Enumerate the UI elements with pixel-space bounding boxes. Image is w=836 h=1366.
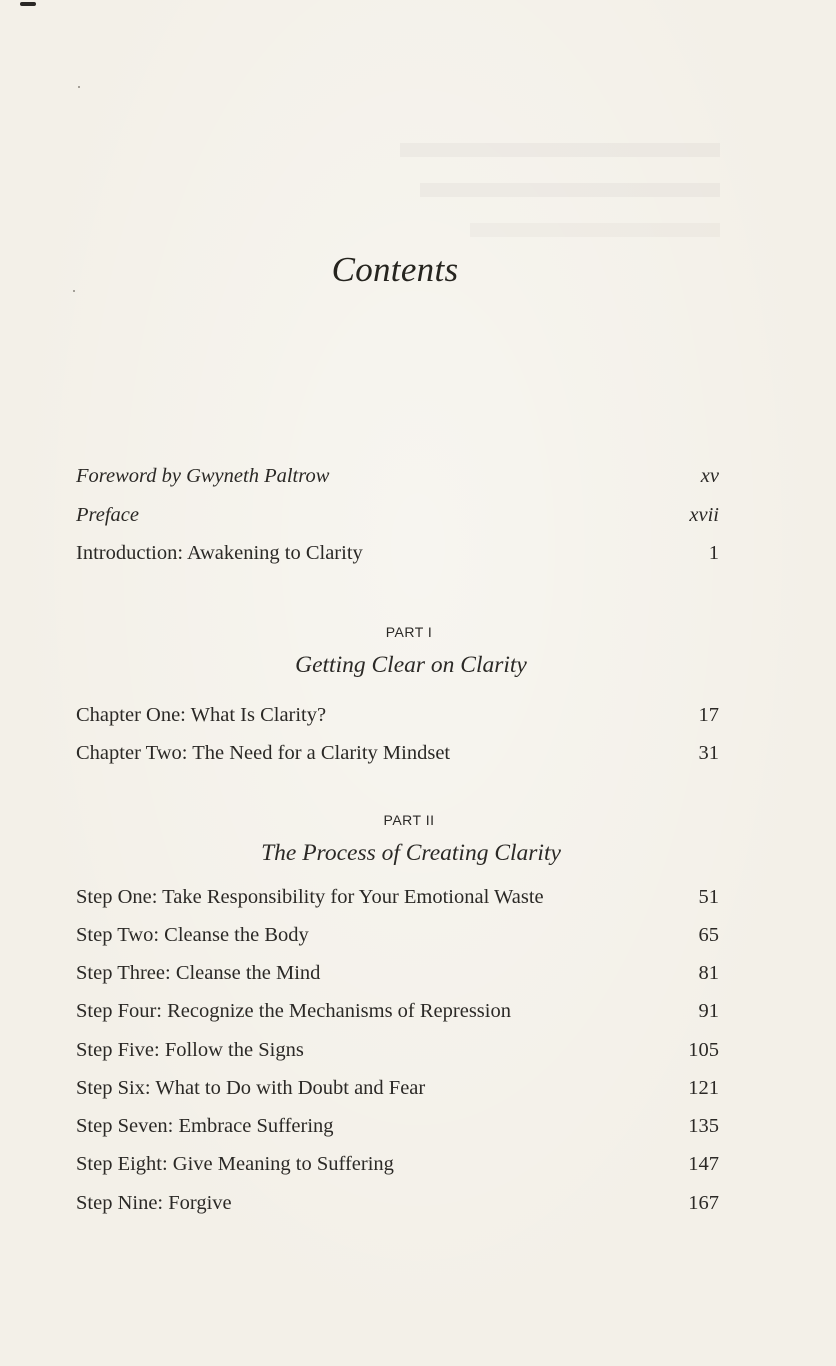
toc-entry-label: Introduction: Awakening to Clarity <box>76 542 363 564</box>
page-corner-mark <box>20 2 36 6</box>
toc-entry-label: Step Six: What to Do with Doubt and Fear <box>76 1077 426 1099</box>
toc-entry-label: Step One: Take Responsibility for Your Emotional Waste <box>76 886 544 908</box>
toc-page-number: 121 <box>688 1077 719 1099</box>
part-label: PART I <box>385 624 433 640</box>
toc-entry-label: Preface <box>76 504 139 526</box>
part-label: PART II <box>383 812 435 828</box>
toc-entry-step <box>76 1115 719 1145</box>
toc-entry-chapter <box>76 704 719 734</box>
toc-entry-step <box>76 1000 719 1030</box>
toc-entry-label: Step Nine: Forgive <box>76 1192 232 1214</box>
paper-speck <box>78 86 80 88</box>
toc-entry-step <box>76 1153 719 1183</box>
toc-entry-introduction <box>76 542 719 572</box>
show-through-texture <box>470 223 720 237</box>
toc-page-number: 81 <box>698 962 719 984</box>
toc-page-number: 135 <box>688 1115 719 1137</box>
toc-entry-step <box>76 1039 719 1069</box>
toc-entry-step <box>76 886 719 916</box>
show-through-texture <box>400 143 720 157</box>
part-title: The Process of Creating Clarity <box>261 840 561 866</box>
toc-page-number: xv <box>700 465 719 487</box>
toc-entry-label: Foreword by Gwyneth Paltrow <box>76 465 330 487</box>
toc-entry-preface <box>76 504 719 534</box>
toc-page-number: xvii <box>689 504 719 526</box>
toc-page-number: 167 <box>688 1192 719 1214</box>
toc-entry-step <box>76 962 719 992</box>
toc-entry-label: Step Five: Follow the Signs <box>76 1039 304 1061</box>
toc-entry-step <box>76 1192 719 1222</box>
toc-page-number: 1 <box>708 542 719 564</box>
toc-entry-chapter <box>76 742 719 772</box>
toc-entry-foreword <box>76 465 719 495</box>
toc-entry-step <box>76 924 719 954</box>
show-through-texture <box>420 183 720 197</box>
page-title: Contents <box>331 250 459 289</box>
part-title: Getting Clear on Clarity <box>295 652 527 678</box>
toc-entry-label: Step Seven: Embrace Suffering <box>76 1115 334 1137</box>
paper-speck <box>73 290 75 292</box>
toc-entry-label: Step Eight: Give Meaning to Suffering <box>76 1153 394 1175</box>
toc-page-number: 147 <box>688 1153 719 1175</box>
toc-entry-label: Step Two: Cleanse the Body <box>76 924 309 946</box>
toc-page-number: 65 <box>698 924 719 946</box>
toc-entry-label: Step Three: Cleanse the Mind <box>76 962 321 984</box>
toc-page-number: 105 <box>688 1039 719 1061</box>
toc-page-number: 91 <box>698 1000 719 1022</box>
toc-page-number: 51 <box>698 886 719 908</box>
toc-page-number: 17 <box>698 704 719 726</box>
toc-entry-step <box>76 1077 719 1107</box>
toc-page-number: 31 <box>698 742 719 764</box>
toc-entry-label: Chapter One: What Is Clarity? <box>76 704 327 726</box>
toc-entry-label: Chapter Two: The Need for a Clarity Mindset <box>76 742 451 764</box>
toc-entry-label: Step Four: Recognize the Mechanisms of Repression <box>76 1000 511 1022</box>
